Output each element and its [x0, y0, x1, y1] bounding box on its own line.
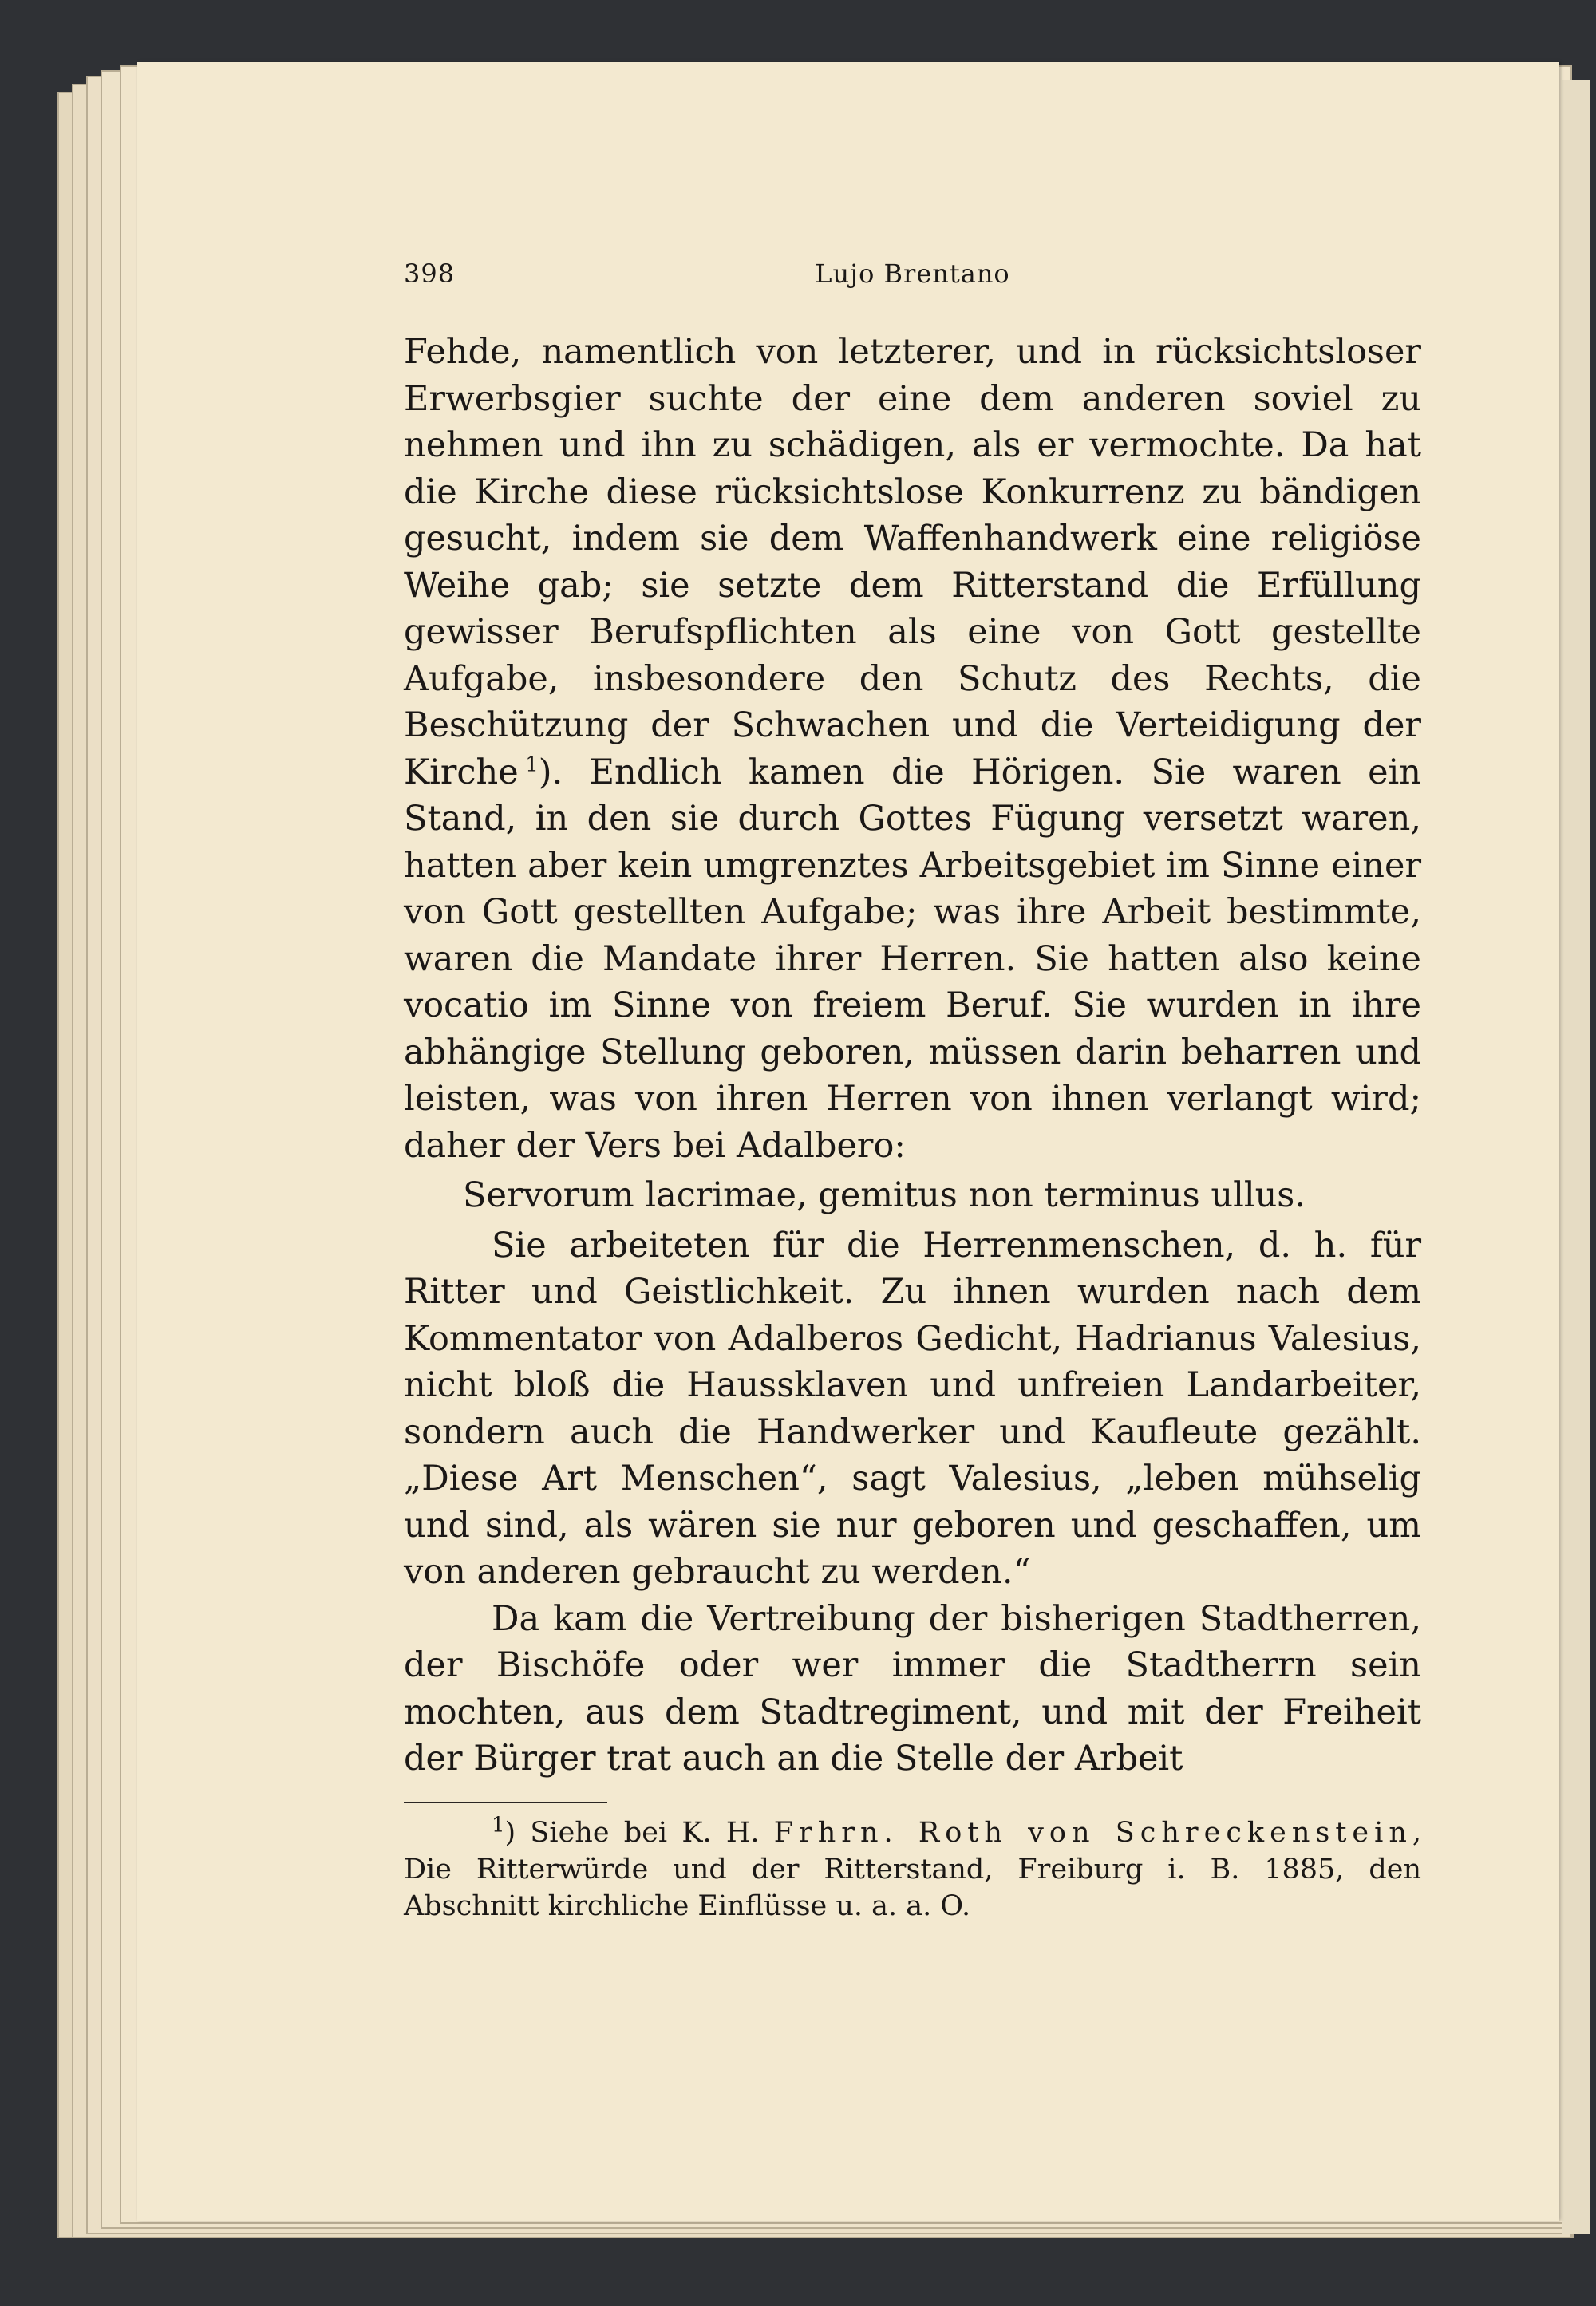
footnote-reference: 1	[525, 752, 539, 777]
paragraph-text: Fehde, namentlich von letzterer, und in rücksichtsloser Erwerbsgier suchte der eine dem anderen soviel zu nehmen und ihn zu schädigen, als er vermochte. Da hat die Kirche diese rücksichtslose Konkurrenz zu bändigen gesucht, indem sie dem Waffenhandwerk eine religiöse Weihe gab; sie setzte dem Ritterstand die Erfüllung gewisser Berufspflichten als eine von Gott gestellte Aufgabe, insbesondere den Schutz des Rechts, die Beschützung der Schwachen und die Verteidigung der Kirche	[404, 332, 1421, 792]
running-head: Lujo Brentano	[815, 259, 1010, 289]
paragraph	[404, 329, 1421, 1169]
footnote	[404, 1814, 1421, 1925]
footnote-author: Frhrn. Roth von Schreckenstein	[773, 1816, 1412, 1849]
paragraph-text: ). Endlich kamen die Hörigen. Sie waren ein Stand, in den sie durch Gottes Fügung versetzt waren, hatten aber kein umgrenztes Arbeitsgebiet im Sinne einer von Gott gestellten Aufgabe; was ihre Arbeit bestimmte, waren die Mandate ihrer Herren. Sie hatten also keine vocatio im Sinne von freiem Beruf. Sie wurden in ihre abhängige Stellung geboren, müssen darin beharren und leisten, was von ihren Herren von ihnen verlangt wird; daher der Vers bei Adalbero:	[404, 752, 1421, 1166]
page-header	[404, 249, 1421, 297]
page-content	[404, 249, 1421, 1925]
paragraph: Sie arbeiteten für die Herrenmenschen, d. h. für Ritter und Geistlichkeit. Zu ihnen wurden nach dem Kommentator von Adalberos Gedicht, Hadrianus Valesius, nicht bloß die Haussklaven und unfreien Landarbeiter, sondern auch die Handwerker und Kaufleute gezählt. „Diese Art Menschen“, sagt Valesius, „leben mühselig und sind, als wären sie nur geboren und geschaffen, um von anderen gebraucht zu werden.“	[404, 1225, 1421, 1592]
page-number: 398	[404, 259, 456, 289]
paragraph: Da kam die Vertreibung der bisherigen Stadtherren, der Bischöfe oder wer immer die Stadtherrn sein mochten, aus dem Stadtregiment, und mit der Freiheit der Bürger trat auch an die Stelle der Arbeit	[404, 1598, 1421, 1779]
facing-page-edge	[1562, 80, 1590, 2234]
footnote-prefix: ) Siehe bei K. H.	[504, 1816, 774, 1849]
footnote-rule	[404, 1802, 607, 1803]
footnote-marker: 1	[492, 1812, 505, 1837]
body-text	[404, 329, 1421, 1783]
verse-quote: Servorum lacrimae, gemitus non terminus ullus.	[463, 1175, 1306, 1215]
footnote-citation: , Die Ritterwürde und der Ritterstand, Freiburg i. B. 1885, den Abschnitt kirchliche Einflüsse u. a. a. O.	[404, 1816, 1421, 1922]
